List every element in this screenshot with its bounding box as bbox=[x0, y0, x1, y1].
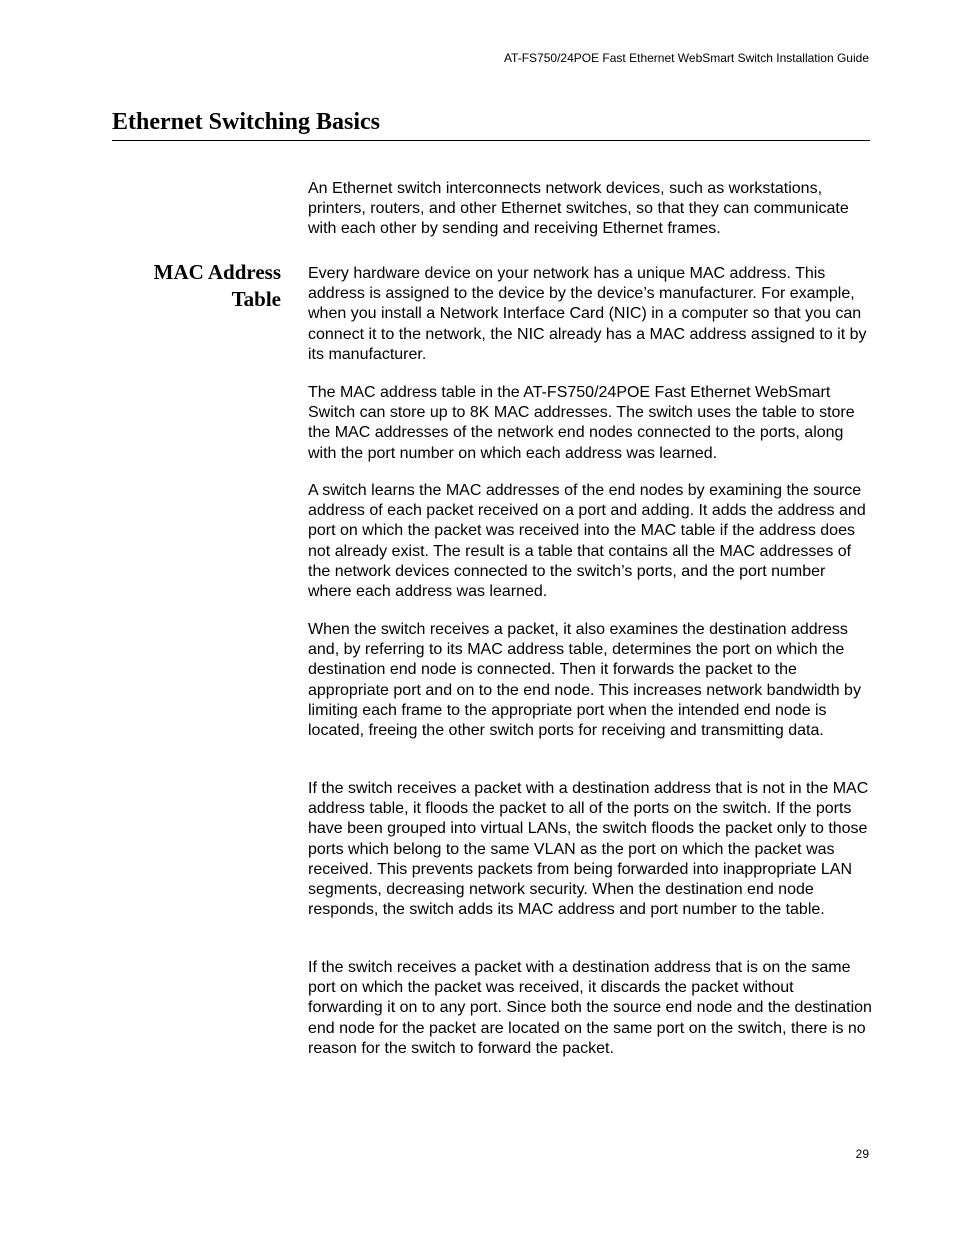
body-paragraph: If the switch receives a packet with a destination address that is on the same port on which the packet was received, it discards the packet without forwarding it on to any port. Since both the source end node and the destination end node for the packet are located on the same port on the switch, there is no reason for the switch to forward the packet. bbox=[308, 959, 872, 1057]
body-paragraph: A switch learns the MAC addresses of the end nodes by examining the source address of each packet received on a port and adding. It adds the address and port on which the packet was received into the MAC table if the address does not already exist. The result is a table that contains all the MAC addresses of the network devices connected to the switch’s ports, and the port number where each address was learned. bbox=[308, 482, 866, 601]
body-paragraph: Every hardware device on your network has a unique MAC address. This address is assigned to the device by the device’s manufacturer. For example, when you install a Network Interface Card (NIC) in a computer so that you can connect it to the network, the NIC already has a MAC address assigned to it by its manufacturer. bbox=[308, 265, 867, 363]
title-divider bbox=[112, 140, 870, 141]
running-header: AT-FS750/24POE Fast Ethernet WebSmart Switch Installation Guide bbox=[503, 51, 869, 65]
subsection-heading-line1: MAC Address bbox=[153, 260, 281, 284]
intro-paragraph: An Ethernet switch interconnects network devices, such as workstations, printers, routers, and other Ethernet switches, so that they can communicate with each other by sending and receiving Ethernet frames. bbox=[308, 180, 849, 238]
body-paragraph: When the switch receives a packet, it also examines the destination address and, by referring to its MAC address table, determines the port on which the destination end node is connected. Then it forwards the packet to the appropriate port and on to the end node. This increases network bandwidth by limiting each frame to the appropriate port when the intended end node is located, freeing the other switch ports for receiving and transmitting data. bbox=[308, 621, 861, 740]
body-paragraph: The MAC address table in the AT-FS750/24POE Fast Ethernet WebSmart Switch can store up to 8K MAC addresses. The switch uses the table to store the MAC addresses of the network end nodes connected to the ports, along with the port number on which each address was learned. bbox=[308, 384, 855, 462]
section-title: Ethernet Switching Basics bbox=[112, 109, 381, 135]
body-paragraph: If the switch receives a packet with a destination address that is not in the MAC address table, it floods the packet to all of the ports on the switch. If the ports have been grouped into virtual LANs, the switch floods the packet only to those ports which belong to the same VLAN as the port on which the packet was received. This prevents packets from being forwarded into inappropriate LAN segments, decreasing network security. When the destination end node responds, the switch adds its MAC address and port number to the table. bbox=[308, 780, 869, 919]
subsection-heading-line2: Table bbox=[231, 287, 281, 311]
subsection-heading bbox=[112, 259, 281, 313]
page-number: 29 bbox=[855, 1147, 869, 1161]
